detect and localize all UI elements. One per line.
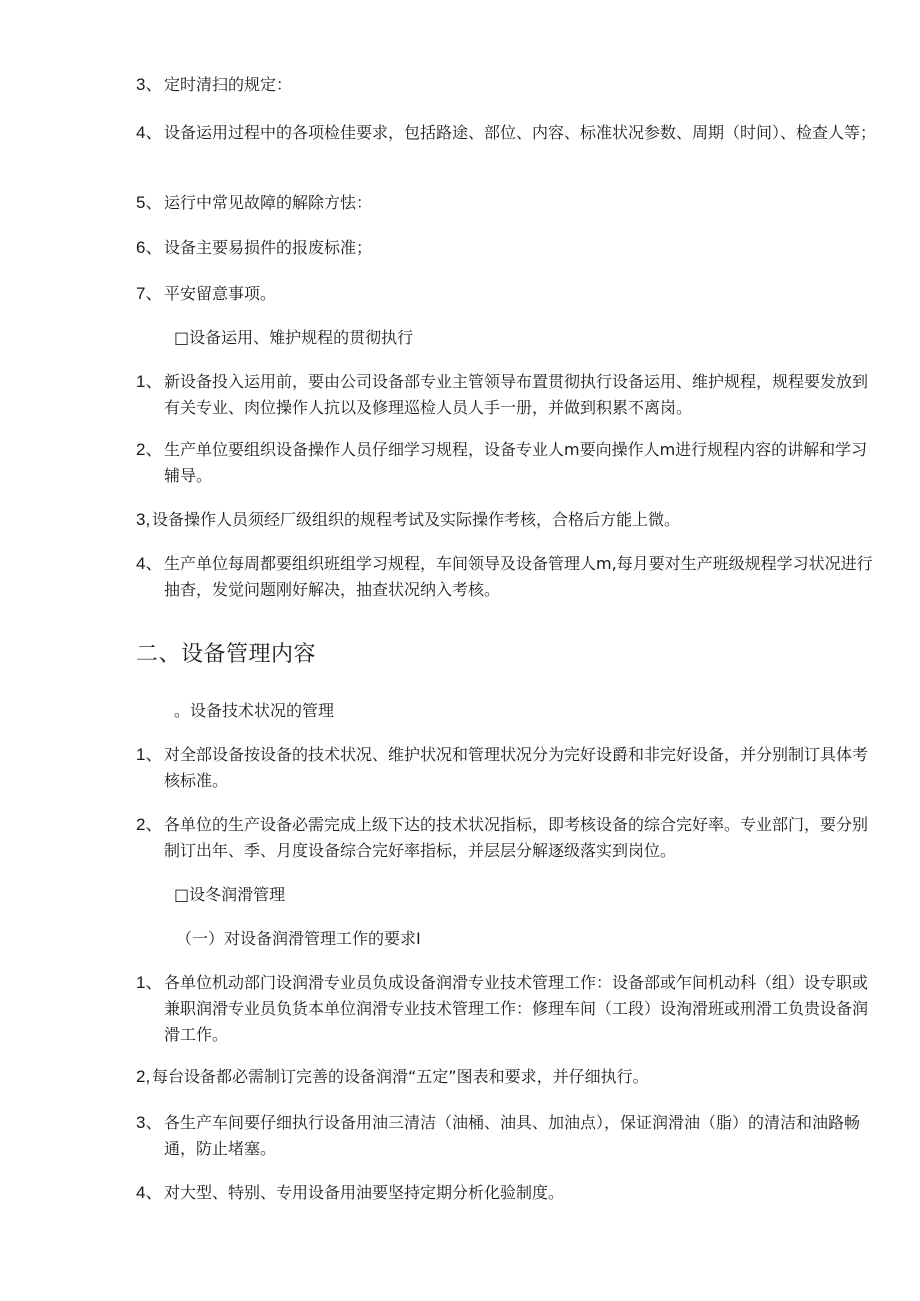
section-subheading: 。设备技术状况的管理 <box>174 701 335 720</box>
item-text: 定时清扫的规定： <box>164 75 293 94</box>
item-number: 7、 <box>136 284 163 303</box>
item-number: 4、 <box>136 123 163 142</box>
item-text: 对大型、特别、专用设备用油要坚持定期分析化验制度。 <box>164 1183 565 1202</box>
section-heading: 二、设备管理内容 <box>136 642 317 667</box>
list-item <box>136 281 876 307</box>
list-item <box>136 970 876 1048</box>
item-text: 平安留意事项。 <box>164 284 277 303</box>
item-text: 运行中常见故障的解除方怯： <box>164 193 373 212</box>
list-item <box>136 1110 876 1162</box>
list-item <box>136 437 876 489</box>
item-number: 1、 <box>136 973 163 992</box>
item-number: 5、 <box>136 193 163 212</box>
list-item <box>136 369 876 421</box>
item-text: 设备运用过程中的各项检佳要求，包括路途、部位、内容、标准状况参数、周期（时间）、检查人等； <box>164 123 877 142</box>
item-text: 生产单位每周都要组织班组学习规程，车间领导及设备管理人m,每月要对生产班级规程学习状况进行抽杳，发觉问题刚好解决，抽查状况纳入考核。 <box>164 554 873 599</box>
list-item <box>136 1064 876 1090</box>
item-text: 每台设备都必需制订完善的设备润滑“五定”图表和要求，并仔细执行。 <box>152 1067 649 1086</box>
list-item <box>136 1180 876 1206</box>
list-item <box>136 72 876 98</box>
list-item <box>136 812 876 864</box>
item-number: 3、 <box>136 1113 163 1132</box>
item-number: 3、 <box>136 75 163 94</box>
item-number: 2, <box>136 1067 151 1086</box>
item-text: 各单位的生产设备必需完成上级下达的技术状况指标，即考核设备的综合完好率。专业部门，要分别制订出年、季、月度设备综合完好率指标，并层层分解逐级落实到岗位。 <box>164 815 869 860</box>
list-item <box>136 742 876 794</box>
item-text: 各生产车间要仔细执行设备用油三清洁（油桶、油具、加油点），保证润滑油（脂）的清洁和油路畅通，防止堵塞。 <box>164 1113 861 1158</box>
list-item <box>136 190 876 216</box>
item-text: 生产单位要组织设备操作人员仔细学习规程，设备专业人m要向操作人m进行规程内容的讲解和学习辅导。 <box>164 440 868 485</box>
item-text: 设备操作人员须经厂级组织的规程考试及实际操作考核，合格后方能上微。 <box>152 510 681 529</box>
item-number: 1、 <box>136 372 163 391</box>
item-number: 6、 <box>136 238 163 257</box>
item-number: 2、 <box>136 815 163 834</box>
item-text: 设备主要易损件的报废标准； <box>164 238 373 257</box>
item-number: 4、 <box>136 554 163 573</box>
item-text: 各单位机动部门设润滑专业员负成设备润滑专业技术管理工作：设备部或乍间机动科（组）设专职或兼职润滑专业员负货本单位润滑专业技术管理工作：修理车间（工段）设洵滑班或刑滑工负贵设备润滑工作。 <box>164 973 869 1044</box>
item-number: 1、 <box>136 745 163 764</box>
list-item <box>136 551 876 603</box>
list-item <box>136 235 876 261</box>
section-subheading: □设冬润滑管理 <box>174 885 286 904</box>
item-number: 2、 <box>136 440 163 459</box>
list-item <box>136 120 876 146</box>
list-item <box>136 507 876 533</box>
item-text: 对全部设备按设备的技术状况、维护状况和管理状况分为完好设爵和非完好设备，并分别制订具体考核标准。 <box>164 745 869 790</box>
item-text: 新设备投入运用前，要由公司设备部专业主管领导布置贯彻执行设备运用、维护规程，规程要发放到有关专业、肉位操作人抗以及修理巡检人员人手一册，并做到积累不离岗。 <box>164 372 869 417</box>
item-number: 3, <box>136 510 151 529</box>
subsection-heading: （一）对设备润滑管理工作的要求I <box>176 929 421 948</box>
item-number: 4、 <box>136 1183 163 1202</box>
section-subheading: □设备运用、雉护规程的贯彻执行 <box>174 328 414 347</box>
